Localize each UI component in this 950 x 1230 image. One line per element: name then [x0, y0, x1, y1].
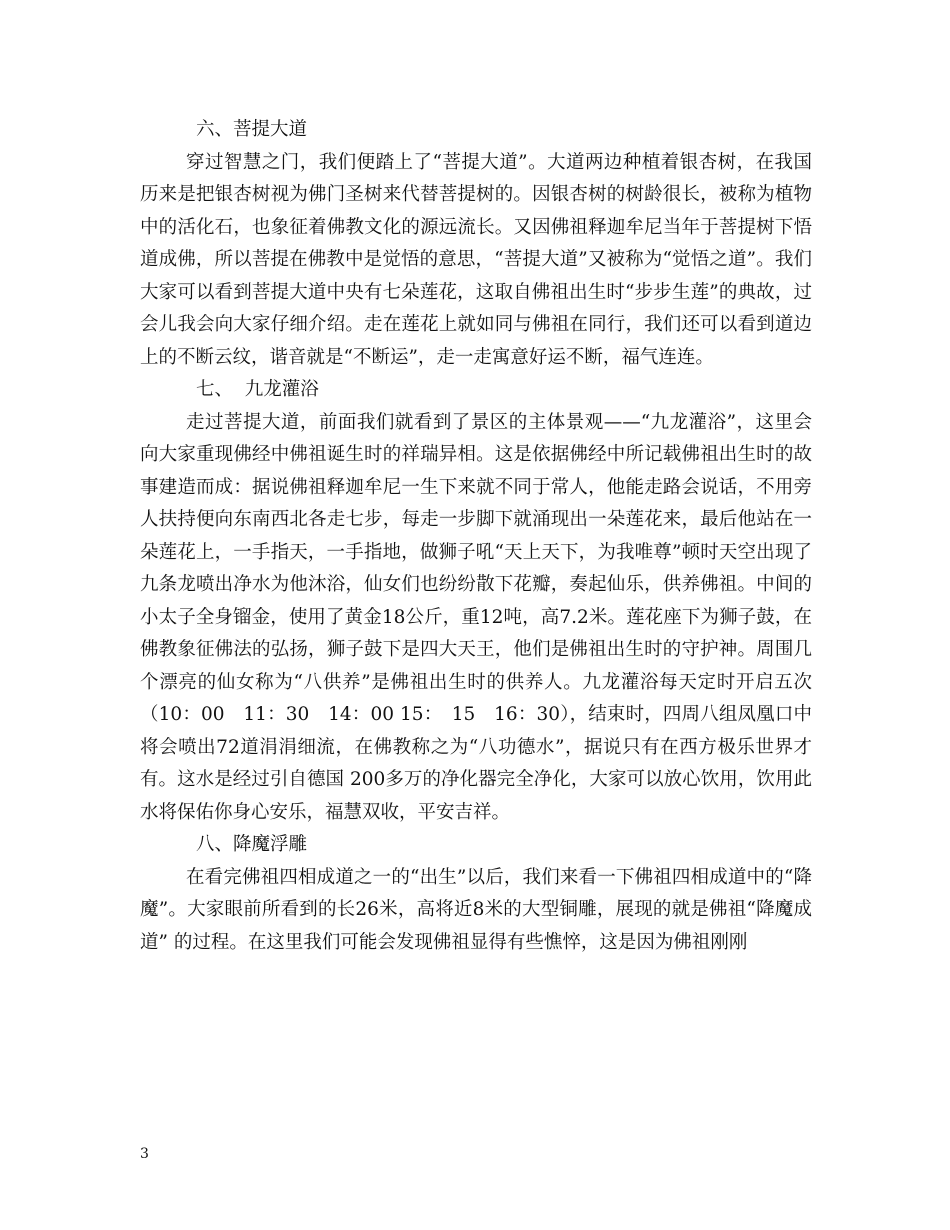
- section-paragraph-nine-dragons: 走过菩提大道，前面我们就看到了景区的主体景观——“九龙灌浴”，这里会向大家重现佛经中佛祖诞生时的祥瑞异相。这是依据佛经中所记载佛祖出生时的故事建造而成：据说佛祖释迦牟尼一生下来就不同于常人，他能走路会说话，不用旁人扶持便向东南西北各走七步，每走一步脚下就涌现出一朵莲花来，最后他站在一朵莲花上，一手指天，一手指地，做狮子吼“天上天下，为我唯尊”顿时天空出现了九条龙喷出净水为他沐浴，仙女们也纷纷散下花瓣，奏起仙乐，供养佛祖。中间的小太子全身镏金，使用了黄金18公斤，重12吨，高7.2米。莲花座下为狮子鼓，在佛教象征佛法的弘扬，狮子鼓下是四大天王，他们是佛祖出生时的守护神。周围几个漂亮的仙女称为“八供养”是佛祖出生时的供养人。九龙灌浴每天定时开启五次（10：00 11：30 14：00 15： 15 16：30），结束时，四周八组凤凰口中将会喷出72道涓涓细流，在佛教称之为“八功德水”，据说只有在西方极乐世界才有。这水是经过引自德国 200多万的净化器完全净化，大家可以放心饮用，饮用此水将保佑你身心安乐，福慧双收，平安吉祥。: [140, 411, 812, 823]
- section-heading-nine-dragons: 七、 九龙灌浴: [196, 379, 319, 400]
- section-paragraph-demon-relief: 在看完佛祖四相成道之一的“出生”以后，我们来看一下佛祖四相成道中的“降魔”。大家眼前所看到的长26米，高将近8米的大型铜雕，展现的就是佛祖“降魔成道” 的过程。在这里我们可能会发现佛祖显得有些憔悴，这是因为佛祖刚刚: [140, 866, 812, 953]
- document-body: [140, 114, 812, 959]
- section-paragraph-bodhi-avenue: 穿过智慧之门，我们便踏上了“菩提大道”。大道两边种植着银杏树，在我国历来是把银杏树视为佛门圣树来代替菩提树的。因银杏树的树龄很长，被称为植物中的活化石，也象征着佛教文化的源远流长。又因佛祖释迦牟尼当年于菩提树下悟道成佛，所以菩提在佛教中是觉悟的意思，“菩提大道”又被称为“觉悟之道”。我们大家可以看到菩提大道中央有七朵莲花，这取自佛祖出生时“步步生莲”的典故，过会儿我会向大家仔细介绍。走在莲花上就如同与佛祖在同行，我们还可以看到道边上的不断云纹，谐音就是“不断运”，走一走寓意好运不断，福气连连。: [140, 151, 812, 368]
- section-heading-demon-relief: 八、降魔浮雕: [196, 834, 308, 855]
- page-number: 3: [140, 1146, 149, 1162]
- section-heading-bodhi-avenue: 六、菩提大道: [196, 119, 308, 140]
